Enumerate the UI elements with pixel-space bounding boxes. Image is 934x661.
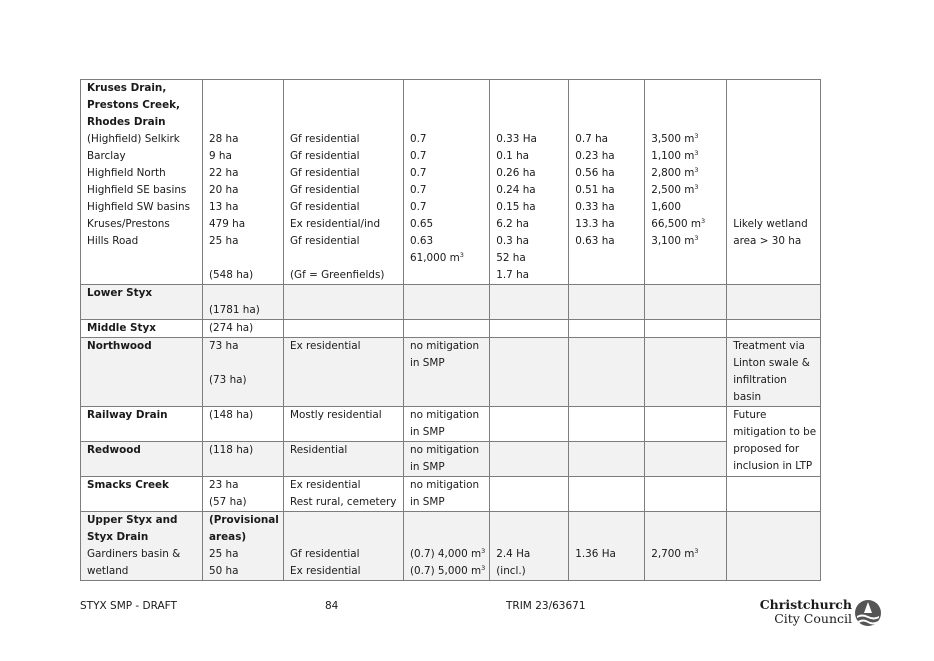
subcatchment-name: Barclay [87, 150, 126, 162]
comment-cell [727, 80, 821, 285]
mitigation-text: no mitigation [410, 479, 480, 491]
basin-area-value: 0.15 ha [496, 201, 536, 213]
catchment-name: Railway Drain [87, 409, 168, 421]
table-row-railway-drain [81, 407, 821, 442]
table-row-upper-styx [81, 512, 821, 581]
wetland-area-value: 0.33 ha [575, 201, 615, 213]
area-value: 28 ha [209, 133, 239, 145]
mitigation-cell [404, 407, 490, 442]
area-heading: areas) [209, 531, 247, 543]
landuse-cell [284, 80, 404, 285]
catchment-name: Middle Styx [87, 322, 156, 334]
basin-area-value: 0.33 Ha [496, 133, 537, 145]
area-value: 23 ha [209, 479, 239, 491]
landuse-note: (Gf = Greenfields) [290, 269, 385, 281]
table-row-middle-styx [81, 320, 821, 338]
mitigation-cell [404, 338, 490, 407]
catchment-name: Smacks Creek [87, 479, 169, 491]
comment-text: Future [733, 409, 767, 421]
landuse-cell [284, 338, 404, 407]
area-value: 479 ha [209, 218, 246, 230]
wetland-area-cell [569, 512, 645, 581]
landuse-value: Ex residential/ind [290, 218, 381, 230]
area-cell [203, 285, 284, 320]
catchment-name: Northwood [87, 340, 152, 352]
landuse-value: Gf residential [290, 133, 360, 145]
comment-text: Linton swale & [733, 357, 810, 369]
area-value: 25 ha [209, 235, 239, 247]
area-value: 13 ha [209, 201, 239, 213]
wetland-area-value: 0.56 ha [575, 167, 615, 179]
basin-area-cell [490, 512, 569, 581]
landuse-cell [284, 477, 404, 512]
area-total: (274 ha) [209, 322, 254, 334]
area-value: 25 ha [209, 548, 239, 560]
mitigation-text: no mitigation [410, 409, 480, 421]
table-row-smacks-creek [81, 477, 821, 512]
stormwater-mitigation-table [80, 79, 821, 581]
landuse-cell [284, 512, 404, 581]
subcatchment-name: (Highfield) Selkirk [87, 133, 180, 145]
council-logo [759, 597, 886, 628]
landuse-value: Gf residential [290, 548, 360, 560]
catchment-cell [81, 320, 203, 338]
footer-page-number: 84 [325, 600, 339, 612]
comment-text: Treatment via [733, 340, 805, 352]
catchment-cell [81, 80, 203, 285]
storage-volume-cell [645, 512, 727, 581]
catchment-cell [81, 407, 203, 442]
coefficient-volume-cell [404, 512, 490, 581]
landuse-value: Rest rural, cemetery [290, 496, 397, 508]
catchment-cell [81, 442, 203, 477]
area-total: (548 ha) [209, 269, 254, 281]
storage-volume-value: 2,700 $m^3$ [651, 547, 699, 560]
subcatchment-name: Highfield SE basins [87, 184, 187, 196]
area-total: (148 ha) [209, 409, 254, 421]
mitigation-cell [404, 442, 490, 477]
landuse-value: Gf residential [290, 201, 360, 213]
area-heading: (Provisional [209, 514, 279, 526]
landuse-value: Mostly residential [290, 409, 382, 421]
area-cell [203, 512, 284, 581]
area-total: (73 ha) [209, 374, 247, 386]
wetland-area-value: 1.36 Ha [575, 548, 616, 560]
coefficient-value: 0.7 [410, 201, 427, 213]
coefficient-value: 0.7 [410, 133, 427, 145]
storage-volume-cell [645, 80, 727, 285]
area-cell [203, 442, 284, 477]
mitigation-text: in SMP [410, 426, 445, 438]
coefficient-value: 0.65 [410, 218, 434, 230]
area-value: 9 ha [209, 150, 232, 162]
basin-area-value: (incl.) [496, 565, 526, 577]
subcatchment-name: wetland [87, 565, 129, 577]
area-value: 22 ha [209, 167, 239, 179]
footer-trim-reference: TRIM 23/63671 [506, 600, 586, 612]
logo-line-2: City Council [774, 611, 852, 626]
area-value: 73 ha [209, 340, 239, 352]
storage-volume-value: 2,500 $m^3$ [651, 183, 699, 196]
basin-area-value: 6.2 ha [496, 218, 530, 230]
wetland-area-value: 0.23 ha [575, 150, 615, 162]
comment-text: inclusion in LTP [733, 460, 813, 472]
coefficient-value: 0.7 [410, 150, 427, 162]
storage-volume-value: 3,500 $m^3$ [651, 132, 699, 145]
area-total: (57 ha) [209, 496, 247, 508]
comment-cell [727, 407, 821, 477]
comment-text: proposed for [733, 443, 800, 455]
mitigation-text: in SMP [410, 461, 445, 473]
area-cell [203, 407, 284, 442]
basin-area-value: 52 ha [496, 252, 526, 264]
area-cell [203, 338, 284, 407]
volume-value: (0.7) 4,000 $m^3$ [410, 547, 486, 560]
coefficient-value: 0.63 [410, 235, 434, 247]
volume-value: 61,000 $m^3$ [410, 251, 464, 264]
comment-text: area > 30 ha [733, 235, 802, 247]
volume-value: (0.7) 5,000 $m^3$ [410, 564, 486, 577]
comment-text: basin [733, 391, 762, 403]
storage-volume-value: 1,600 [651, 201, 681, 213]
storage-volume-value: 66,500 $m^3$ [651, 217, 706, 230]
area-value: 20 ha [209, 184, 239, 196]
basin-area-value: 0.26 ha [496, 167, 536, 179]
mitigation-text: in SMP [410, 357, 445, 369]
landuse-value: Gf residential [290, 235, 360, 247]
comment-text: mitigation to be [733, 426, 817, 438]
table-row-northwood [81, 338, 821, 407]
subcatchment-name: Hills Road [87, 235, 139, 247]
cathedral-emblem-icon [854, 599, 882, 627]
catchment-name: Styx Drain [87, 531, 149, 543]
landuse-value: Residential [290, 444, 348, 456]
basin-area-value: 2.4 Ha [496, 548, 531, 560]
coefficient-value: 0.7 [410, 167, 427, 179]
storage-volume-value: 3,100 $m^3$ [651, 234, 699, 247]
table-row-kruses-drain [81, 80, 821, 285]
table-row-redwood [81, 442, 821, 477]
basin-area-value: 0.24 ha [496, 184, 536, 196]
catchment-name: Lower Styx [87, 287, 153, 299]
storage-volume-value: 2,800 $m^3$ [651, 166, 699, 179]
catchment-cell [81, 512, 203, 581]
catchment-name: Rhodes Drain [87, 116, 166, 128]
wetland-area-cell [569, 80, 645, 285]
area-cell [203, 320, 284, 338]
wetland-area-value: 0.7 ha [575, 133, 609, 145]
landuse-value: Ex residential [290, 340, 361, 352]
area-total: (118 ha) [209, 444, 254, 456]
comment-text: Likely wetland [733, 218, 808, 230]
area-value: 50 ha [209, 565, 239, 577]
subcatchment-name: Gardiners basin & [87, 548, 181, 560]
catchment-name: Redwood [87, 444, 141, 456]
wetland-area-value: 13.3 ha [575, 218, 615, 230]
table-row-lower-styx [81, 285, 821, 320]
comment-text: infiltration [733, 374, 787, 386]
basin-area-value: 0.3 ha [496, 235, 530, 247]
catchment-cell [81, 338, 203, 407]
subcatchment-name: Kruses/Prestons [87, 218, 170, 230]
catchment-cell [81, 285, 203, 320]
catchment-name: Upper Styx and [87, 514, 178, 526]
landuse-cell [284, 407, 404, 442]
basin-area-value: 1.7 ha [496, 269, 530, 281]
footer-document-title: STYX SMP - DRAFT [80, 600, 177, 612]
storage-volume-value: 1,100 $m^3$ [651, 149, 699, 162]
landuse-value: Gf residential [290, 150, 360, 162]
wetland-area-value: 0.51 ha [575, 184, 615, 196]
mitigation-cell [404, 477, 490, 512]
landuse-value: Ex residential [290, 479, 361, 491]
area-cell [203, 80, 284, 285]
area-total: (1781 ha) [209, 304, 260, 316]
coefficient-value: 0.7 [410, 184, 427, 196]
comment-cell [727, 338, 821, 407]
catchment-cell [81, 477, 203, 512]
wetland-area-value: 0.63 ha [575, 235, 615, 247]
landuse-value: Gf residential [290, 184, 360, 196]
area-cell [203, 477, 284, 512]
landuse-value: Ex residential [290, 565, 361, 577]
landuse-cell [284, 442, 404, 477]
catchment-name: Kruses Drain, [87, 82, 167, 94]
basin-area-value: 0.1 ha [496, 150, 530, 162]
landuse-value: Gf residential [290, 167, 360, 179]
mitigation-text: no mitigation [410, 444, 480, 456]
mitigation-text: no mitigation [410, 340, 480, 352]
catchment-name: Prestons Creek, [87, 99, 180, 111]
mitigation-text: in SMP [410, 496, 445, 508]
logo-line-1: Christchurch [759, 597, 852, 612]
subcatchment-name: Highfield North [87, 167, 166, 179]
basin-area-cell [490, 80, 569, 285]
runoff-coefficient-cell [404, 80, 490, 285]
subcatchment-name: Highfield SW basins [87, 201, 191, 213]
